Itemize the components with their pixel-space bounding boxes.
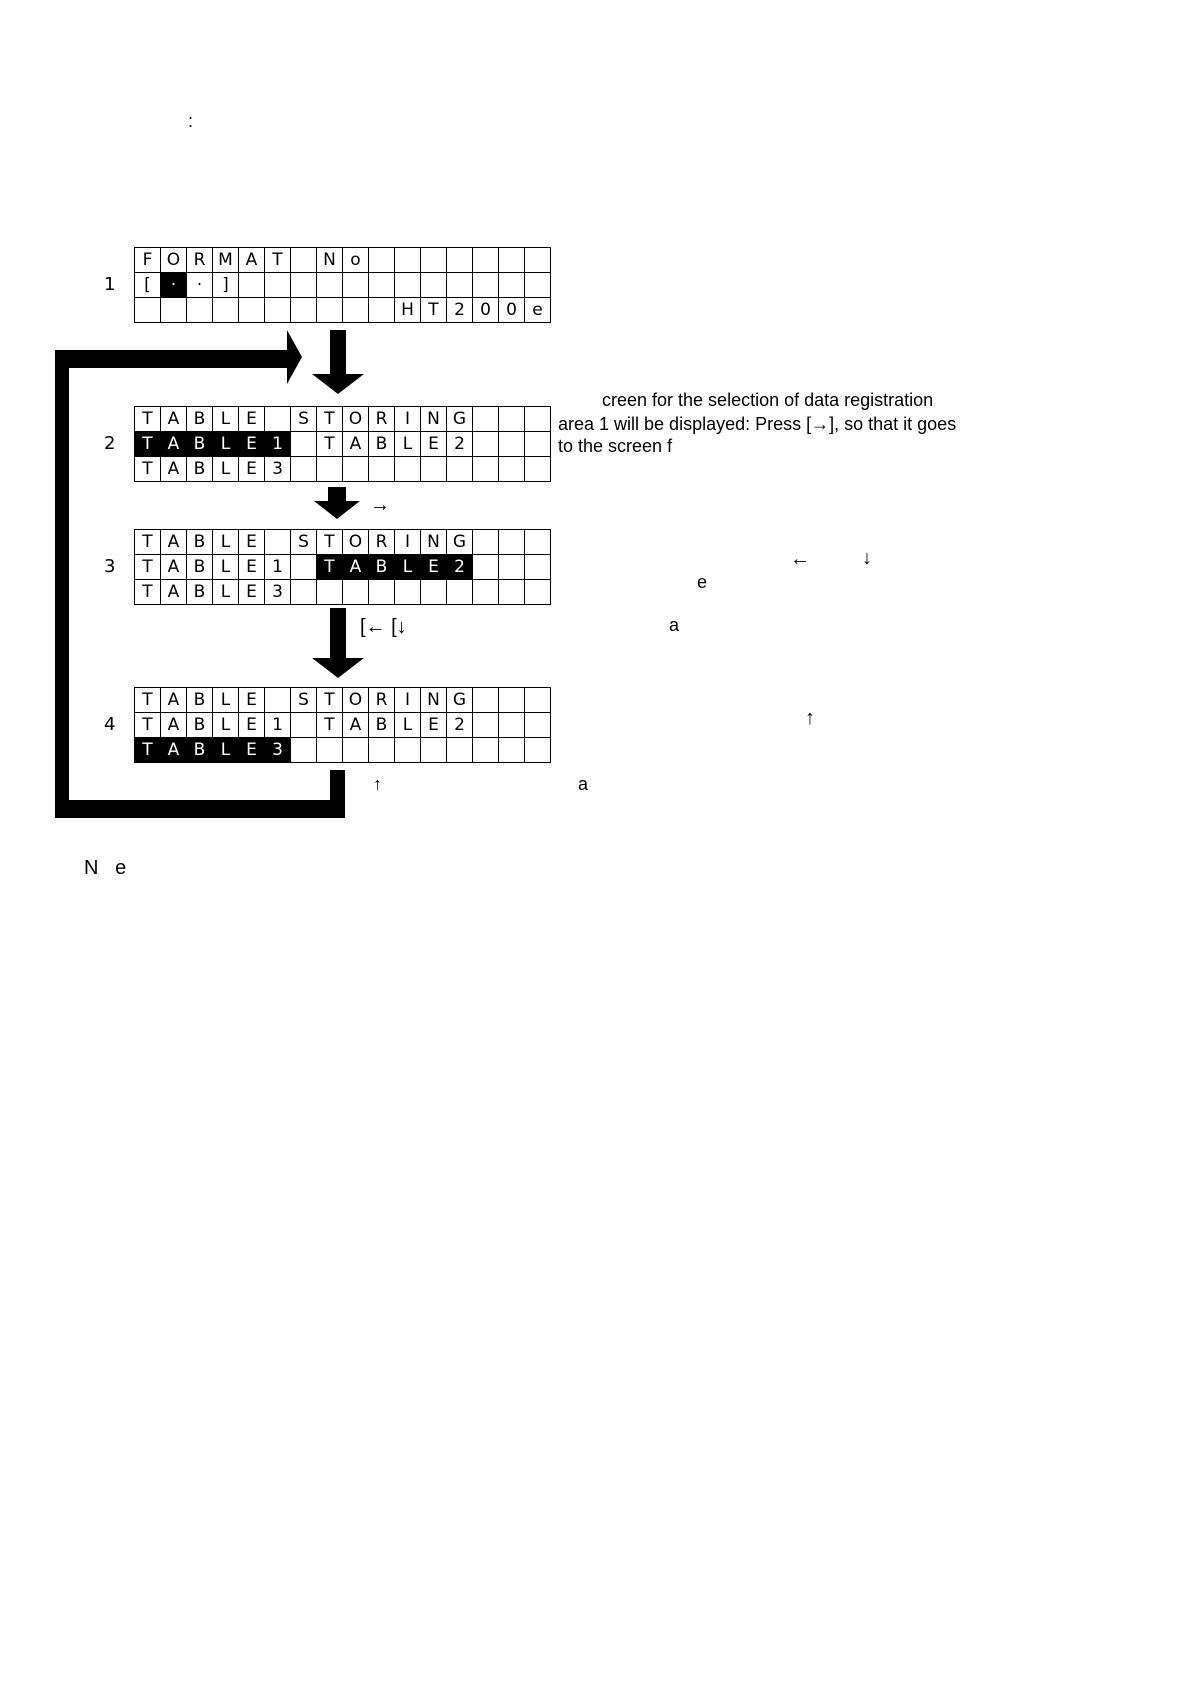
lcd-cell: G — [447, 407, 473, 432]
lcd-cell: 0 — [473, 298, 499, 323]
lcd-cell: E — [421, 713, 447, 738]
lcd-cell: · — [187, 273, 213, 298]
lcd-cell — [291, 738, 317, 763]
step3-left-arrow: ← — [790, 548, 810, 570]
lcd-cell — [265, 407, 291, 432]
lcd-cell: L — [395, 432, 421, 457]
lcd-cell — [499, 457, 525, 482]
lcd-cell — [473, 530, 499, 555]
lcd-cell — [161, 298, 187, 323]
lcd-cell: A — [161, 688, 187, 713]
lcd-cell: E — [239, 713, 265, 738]
lcd-cell — [421, 580, 447, 605]
lcd-cell — [447, 580, 473, 605]
lcd-cell-highlighted: A — [343, 555, 369, 580]
lcd-cell: I — [395, 688, 421, 713]
lcd-row — [135, 298, 551, 323]
lcd-cell — [421, 248, 447, 273]
lcd-cell — [447, 457, 473, 482]
lcd-cell: T — [135, 555, 161, 580]
lcd-cell: 1 — [265, 713, 291, 738]
right-key-label: → — [370, 494, 390, 516]
lcd-cell: 3 — [265, 457, 291, 482]
lcd-cell: 3 — [265, 580, 291, 605]
lcd-cell — [499, 273, 525, 298]
lcd-row — [135, 530, 551, 555]
lcd-cell-highlighted: 3 — [265, 738, 291, 763]
lcd-cell: E — [239, 457, 265, 482]
lcd-cell: N — [421, 530, 447, 555]
lcd-cell: 2 — [447, 713, 473, 738]
step2-desc-line3: to the screen f — [558, 436, 673, 456]
lcd-cell: B — [187, 555, 213, 580]
lcd-row — [135, 580, 551, 605]
lcd-cell — [473, 457, 499, 482]
lcd-cell — [473, 580, 499, 605]
lcd-cell: N — [421, 688, 447, 713]
lcd-cell — [499, 432, 525, 457]
lcd-cell: I — [395, 530, 421, 555]
lcd-cell: O — [161, 248, 187, 273]
down-arrow-1-2 — [312, 330, 364, 394]
lcd-cell: L — [213, 555, 239, 580]
lcd-cell — [135, 298, 161, 323]
lcd-cell: T — [317, 407, 343, 432]
lcd-cell — [265, 688, 291, 713]
lcd-cell-highlighted: B — [187, 738, 213, 763]
lcd-cell-highlighted: T — [135, 432, 161, 457]
lcd-cell — [525, 530, 551, 555]
lcd-cell — [395, 273, 421, 298]
lcd-cell: L — [213, 530, 239, 555]
lcd-cell: E — [239, 688, 265, 713]
lcd-cell: H — [395, 298, 421, 323]
lcd-cell: T — [135, 580, 161, 605]
lcd-cell: G — [447, 530, 473, 555]
lcd-cell: A — [161, 457, 187, 482]
lcd-row — [135, 407, 551, 432]
step3-e: e — [697, 572, 708, 592]
lcd-row — [135, 555, 551, 580]
lcd-cell-highlighted: T — [135, 738, 161, 763]
lcd-cell: G — [447, 688, 473, 713]
lcd-cell-highlighted: B — [187, 432, 213, 457]
lcd-cell: A — [239, 248, 265, 273]
lcd-cell — [343, 580, 369, 605]
lcd-cell — [369, 248, 395, 273]
lcd-cell: R — [187, 248, 213, 273]
lcd-cell — [525, 738, 551, 763]
lcd-cell — [499, 580, 525, 605]
lcd-cell: ] — [213, 273, 239, 298]
lcd-cell — [421, 457, 447, 482]
lcd-cell: E — [421, 432, 447, 457]
header-colon: : — [188, 111, 194, 131]
lcd-cell — [499, 713, 525, 738]
lcd-cell — [369, 738, 395, 763]
lcd-cell-highlighted: E — [239, 432, 265, 457]
lcd-cell: E — [239, 555, 265, 580]
step2-desc-line2: area 1 will be displayed: Press [→], so that it goes — [558, 414, 957, 434]
lcd-cell: B — [187, 688, 213, 713]
lcd-cell-highlighted: E — [421, 555, 447, 580]
lcd-cell — [343, 273, 369, 298]
lcd-cell — [473, 407, 499, 432]
step-number-4: 4 — [104, 714, 116, 735]
step-number-2: 2 — [104, 433, 116, 454]
lcd-cell: T — [421, 298, 447, 323]
lcd-cell: T — [317, 688, 343, 713]
lcd-cell — [473, 713, 499, 738]
lcd-cell-highlighted: A — [161, 738, 187, 763]
lcd-cell — [421, 273, 447, 298]
lcd-cell: A — [161, 580, 187, 605]
up-key-label: ↑ — [373, 774, 382, 794]
lcd-cell: L — [213, 713, 239, 738]
lcd-cell — [447, 738, 473, 763]
lcd-cell — [499, 555, 525, 580]
lcd-cell: A — [161, 713, 187, 738]
lcd-cell — [447, 248, 473, 273]
lcd-cell — [525, 457, 551, 482]
lcd-cell — [525, 580, 551, 605]
lcd-cell — [291, 298, 317, 323]
lcd-cell: B — [369, 432, 395, 457]
lcd-cell — [291, 457, 317, 482]
step3-down-arrow: ↓ — [862, 547, 872, 569]
lcd-row — [135, 457, 551, 482]
lcd-row — [135, 248, 551, 273]
note-label: N e — [84, 857, 127, 879]
lcd-cell: O — [343, 407, 369, 432]
lcd-cell — [395, 738, 421, 763]
lcd-cell: R — [369, 530, 395, 555]
lcd-cell-highlighted: L — [395, 555, 421, 580]
lcd-cell — [317, 738, 343, 763]
lcd-cell — [213, 298, 239, 323]
lcd-cell: B — [187, 580, 213, 605]
lcd-cell — [525, 273, 551, 298]
lcd-cell: E — [239, 530, 265, 555]
lcd-screen-table-storing-3 — [134, 687, 551, 763]
lcd-cell: T — [135, 688, 161, 713]
lcd-cell: M — [213, 248, 239, 273]
lcd-cell: 2 — [447, 432, 473, 457]
lcd-cell — [343, 738, 369, 763]
lcd-cell — [317, 580, 343, 605]
lcd-cell: S — [291, 688, 317, 713]
lcd-cell — [291, 580, 317, 605]
lcd-row — [135, 273, 551, 298]
lcd-cell — [395, 457, 421, 482]
lcd-cell: B — [187, 713, 213, 738]
lcd-cell: 2 — [447, 298, 473, 323]
lcd-cell: B — [187, 530, 213, 555]
lcd-cell — [473, 555, 499, 580]
lcd-cell — [473, 273, 499, 298]
lcd-cell: F — [135, 248, 161, 273]
left-down-key-label: [← [↓ — [360, 616, 407, 638]
lcd-cell: N — [317, 248, 343, 273]
step-number-1: 1 — [104, 274, 116, 295]
lcd-cell: E — [239, 580, 265, 605]
lcd-cell — [525, 407, 551, 432]
lcd-cell: L — [395, 713, 421, 738]
lcd-cell: T — [265, 248, 291, 273]
step3-a: a — [669, 615, 680, 635]
lcd-cell: T — [135, 713, 161, 738]
lcd-cell — [395, 580, 421, 605]
lcd-cell — [265, 298, 291, 323]
lcd-cell: N — [421, 407, 447, 432]
down-arrow-3-4 — [312, 608, 364, 678]
lcd-cell — [187, 298, 213, 323]
lcd-cell: A — [161, 407, 187, 432]
lcd-cell: L — [213, 688, 239, 713]
lcd-cell: T — [317, 530, 343, 555]
lcd-cell: L — [213, 457, 239, 482]
lcd-row — [135, 688, 551, 713]
lcd-cell — [525, 432, 551, 457]
lcd-cell — [499, 530, 525, 555]
lcd-cell: B — [369, 713, 395, 738]
lcd-cell — [291, 713, 317, 738]
lcd-cell: 1 — [265, 555, 291, 580]
lcd-cell — [291, 248, 317, 273]
lcd-screen-table-storing-1 — [134, 406, 551, 482]
lcd-cell: e — [525, 298, 551, 323]
lcd-cell — [473, 248, 499, 273]
lcd-cell: o — [343, 248, 369, 273]
lcd-cell-highlighted: L — [213, 738, 239, 763]
lcd-cell: E — [239, 407, 265, 432]
lcd-cell — [525, 713, 551, 738]
lcd-cell: S — [291, 407, 317, 432]
lcd-cell — [369, 273, 395, 298]
lcd-cell: B — [187, 457, 213, 482]
lcd-cell — [395, 248, 421, 273]
lcd-cell-highlighted: L — [213, 432, 239, 457]
step2-desc-line1: creen for the selection of data registration — [602, 390, 934, 410]
lcd-cell: A — [343, 713, 369, 738]
lcd-cell — [525, 248, 551, 273]
lcd-cell — [239, 273, 265, 298]
lcd-cell: T — [135, 530, 161, 555]
down-arrow-2-3 — [314, 487, 360, 519]
lcd-cell: B — [187, 407, 213, 432]
lcd-cell — [265, 273, 291, 298]
lcd-cell: R — [369, 407, 395, 432]
lcd-cell — [499, 248, 525, 273]
lcd-cell: R — [369, 688, 395, 713]
lcd-cell — [317, 273, 343, 298]
lcd-cell: A — [161, 530, 187, 555]
lcd-cell-highlighted: T — [317, 555, 343, 580]
lcd-cell — [499, 688, 525, 713]
lcd-row — [135, 738, 551, 763]
lcd-cell: I — [395, 407, 421, 432]
step4-a: a — [578, 774, 589, 794]
lcd-cell — [525, 688, 551, 713]
lcd-cell: O — [343, 530, 369, 555]
lcd-cell: T — [135, 407, 161, 432]
step4-up-arrow: ↑ — [805, 707, 815, 729]
lcd-row — [135, 432, 551, 457]
lcd-cell: L — [213, 580, 239, 605]
lcd-cell-highlighted: · — [161, 273, 187, 298]
lcd-cell — [447, 273, 473, 298]
lcd-cell — [473, 738, 499, 763]
lcd-cell-highlighted: 1 — [265, 432, 291, 457]
lcd-cell — [265, 530, 291, 555]
lcd-cell — [291, 432, 317, 457]
lcd-cell — [499, 407, 525, 432]
lcd-cell — [369, 457, 395, 482]
lcd-cell-highlighted: 2 — [447, 555, 473, 580]
lcd-cell — [291, 273, 317, 298]
lcd-screen-format-no — [134, 247, 551, 323]
lcd-cell — [343, 457, 369, 482]
lcd-cell — [499, 738, 525, 763]
lcd-screen-table-storing-2 — [134, 529, 551, 605]
lcd-cell — [473, 688, 499, 713]
lcd-cell — [369, 298, 395, 323]
lcd-cell — [369, 580, 395, 605]
lcd-cell-highlighted: A — [161, 432, 187, 457]
lcd-cell: T — [317, 432, 343, 457]
step-number-3: 3 — [104, 556, 116, 577]
lcd-cell: 0 — [499, 298, 525, 323]
lcd-cell — [239, 298, 265, 323]
lcd-cell — [473, 432, 499, 457]
lcd-cell: T — [135, 457, 161, 482]
lcd-cell: L — [213, 407, 239, 432]
lcd-cell: [ — [135, 273, 161, 298]
lcd-row — [135, 713, 551, 738]
lcd-cell — [317, 457, 343, 482]
lcd-cell: A — [161, 555, 187, 580]
lcd-cell: O — [343, 688, 369, 713]
lcd-cell — [317, 298, 343, 323]
lcd-cell-highlighted: B — [369, 555, 395, 580]
lcd-cell — [525, 555, 551, 580]
lcd-cell: S — [291, 530, 317, 555]
lcd-cell: A — [343, 432, 369, 457]
lcd-cell — [343, 298, 369, 323]
lcd-cell-highlighted: E — [239, 738, 265, 763]
lcd-cell — [291, 555, 317, 580]
lcd-cell: T — [317, 713, 343, 738]
lcd-cell — [421, 738, 447, 763]
